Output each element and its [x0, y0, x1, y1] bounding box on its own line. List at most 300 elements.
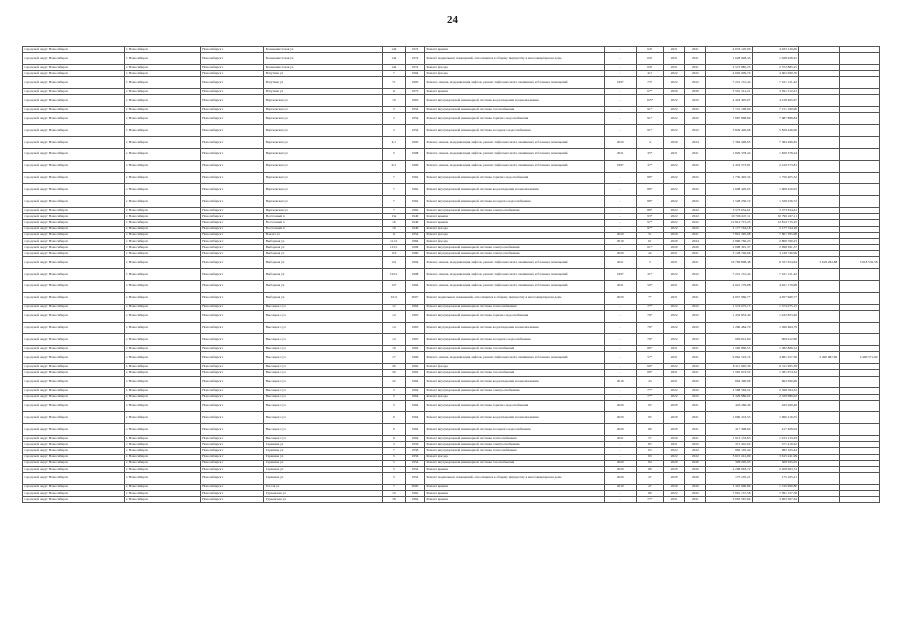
cell-fund-cost: 1 582 866,53: [752, 346, 799, 352]
cell-budget-cost-1: [799, 125, 839, 137]
cell-municipality: городской округ Новосибирск: [23, 394, 125, 400]
cell-start-year: 2021: [664, 257, 685, 269]
cell-total-cost: 1 528 236,72: [706, 196, 753, 208]
cell-end-year: 2022: [685, 334, 706, 346]
cell-prev-repair-year: 1997: [604, 268, 636, 280]
cell-total-cost: 2 598 564,52: [706, 388, 753, 394]
cell-budget-cost-2: [839, 113, 879, 125]
cell-prev-repair-year: -: [604, 496, 636, 502]
cell-start-year: 2021: [664, 53, 685, 65]
cell-wear-percent: 61: [636, 238, 664, 244]
cell-build-year: 1964: [405, 394, 424, 400]
cell-start-year: 2022: [664, 172, 685, 184]
table-row: [23, 322, 880, 334]
cell-settlement: г. Новосибирск: [124, 47, 200, 53]
cell-wear-percent: 35*: [636, 148, 664, 160]
cell-city: Новосибирск г: [200, 280, 263, 292]
cell-total-cost: 7 091 157,58: [706, 490, 753, 496]
cell-street: Ватутина ул: [264, 89, 382, 95]
cell-wear-percent: 105*: [636, 95, 664, 107]
cell-settlement: г. Новосибирск: [124, 257, 200, 269]
cell-budget-cost-2: [839, 424, 879, 436]
cell-start-year: 2022: [664, 226, 685, 232]
cell-house-number: 144: [382, 47, 405, 53]
cell-wear-percent: 97*: [636, 226, 664, 232]
cell-prev-repair-year: 2020: [604, 250, 636, 256]
table-row: [23, 472, 880, 484]
cell-end-year: 2024: [685, 238, 706, 244]
cell-fund-cost: 2 806 760,23: [752, 238, 799, 244]
cell-total-cost: 4 602 099,70: [706, 71, 753, 77]
cell-fund-cost: 1 432 853,40: [752, 310, 799, 322]
cell-fund-cost: 371 410,02: [752, 442, 799, 448]
cell-build-year: 1964: [405, 436, 424, 442]
cell-wear-percent: 417: [636, 71, 664, 77]
cell-build-year: 1962: [405, 208, 424, 214]
cell-municipality: городской округ Новосибирск: [23, 352, 125, 364]
cell-settlement: г. Новосибирск: [124, 460, 200, 466]
cell-wear-percent: 59*: [636, 280, 664, 292]
cell-wear-percent: 77*: [636, 388, 664, 394]
cell-municipality: городской округ Новосибирск: [23, 64, 125, 70]
cell-build-year: 1974: [405, 64, 424, 70]
cell-fund-cost: 308 295,05: [752, 460, 799, 466]
cell-start-year: 2022: [664, 95, 685, 107]
cell-budget-cost-2: [839, 160, 879, 172]
cell-prev-repair-year: -: [604, 442, 636, 448]
cell-total-cost: 4 921 179,98: [706, 280, 753, 292]
cell-settlement: г. Новосибирск: [124, 232, 200, 238]
cell-end-year: 2022: [685, 304, 706, 310]
cell-total-cost: 1 581 674,52: [706, 370, 753, 376]
cell-house-number: 5: [382, 460, 405, 466]
cell-municipality: городской округ Новосибирск: [23, 442, 125, 448]
cell-build-year: 1973: [405, 89, 424, 95]
cell-municipality: городской округ Новосибирск: [23, 113, 125, 125]
cell-prev-repair-year: 2016: [604, 376, 636, 388]
cell-start-year: 2022: [664, 125, 685, 137]
cell-build-year: 1994: [405, 257, 424, 269]
cell-settlement: г. Новосибирск: [124, 268, 200, 280]
cell-municipality: городской округ Новосибирск: [23, 280, 125, 292]
cell-city: Новосибирск г: [200, 89, 263, 95]
cell-budget-cost-2: [839, 496, 879, 502]
cell-budget-cost-1: [799, 77, 839, 89]
cell-start-year: 2021: [664, 250, 685, 256]
cell-house-number: 125/1: [382, 268, 405, 280]
cell-house-number: 7: [382, 172, 405, 184]
cell-street: Ватутина ул: [264, 71, 382, 77]
cell-prev-repair-year: -: [604, 394, 636, 400]
cell-municipality: городской округ Новосибирск: [23, 107, 125, 113]
cell-municipality: городской округ Новосибирск: [23, 472, 125, 484]
cell-municipality: городской округ Новосибирск: [23, 484, 125, 490]
cell-house-number: 16: [382, 220, 405, 226]
cell-city: Новосибирск г: [200, 436, 263, 442]
cell-build-year: 1954: [405, 466, 424, 472]
cell-total-cost: 2 177 744,18: [706, 226, 753, 232]
table-row: [23, 95, 880, 107]
cell-municipality: городской округ Новосибирск: [23, 490, 125, 496]
cell-prev-repair-year: 2021: [604, 257, 636, 269]
cell-end-year: 2020: [685, 460, 706, 466]
cell-build-year: 1964: [405, 496, 424, 502]
cell-build-year: 1954: [405, 107, 424, 113]
cell-start-year: 2022: [664, 77, 685, 89]
cell-fund-cost: 1 310 990,80: [752, 484, 799, 490]
cell-work-type: Ремонт, замена, модернизация лифтов, ремонт лифтовых шахт, машинных и блочных помещений: [424, 268, 604, 280]
cell-fund-cost: 4 921 179,98: [752, 280, 799, 292]
cell-settlement: г. Новосибирск: [124, 436, 200, 442]
cell-total-cost: 1 756 405,32: [706, 172, 753, 184]
cell-house-number: 7: [382, 71, 405, 77]
cell-end-year: 2022: [685, 322, 706, 334]
cell-start-year: 2021: [664, 292, 685, 304]
cell-start-year: 2022: [664, 364, 685, 370]
cell-prev-repair-year: -: [604, 214, 636, 220]
cell-budget-cost-1: [799, 53, 839, 65]
cell-city: Новосибирск г: [200, 238, 263, 244]
cell-prev-repair-year: -: [604, 184, 636, 196]
cell-fund-cost: 2 419 573,81: [752, 160, 799, 172]
cell-build-year: 1954: [405, 472, 424, 484]
cell-municipality: городской округ Новосибирск: [23, 172, 125, 184]
cell-start-year: 2021: [664, 346, 685, 352]
cell-city: Новосибирск г: [200, 460, 263, 466]
cell-municipality: городской округ Новосибирск: [23, 184, 125, 196]
cell-street: Выборная ул: [264, 244, 382, 250]
cell-settlement: г. Новосибирск: [124, 160, 200, 172]
cell-wear-percent: 31*: [636, 268, 664, 280]
cell-total-cost: 7 687 898,84: [706, 113, 753, 125]
cell-end-year: 2022: [685, 268, 706, 280]
cell-street: Высоцкого ул: [264, 376, 382, 388]
cell-budget-cost-2: [839, 280, 879, 292]
cell-house-number: 2: [382, 113, 405, 125]
cell-city: Новосибирск г: [200, 244, 263, 250]
cell-wear-percent: 42: [636, 250, 664, 256]
cell-fund-cost: 7 221 131,42: [752, 268, 799, 280]
cell-total-cost: 2 806 760,23: [706, 238, 753, 244]
cell-settlement: г. Новосибирск: [124, 322, 200, 334]
cell-street: Высоцкого ул: [264, 394, 382, 400]
cell-prev-repair-year: -: [604, 490, 636, 496]
cell-work-type: Ремонт внутридомовой инженерной системы газоснабжения: [424, 370, 604, 376]
cell-wear-percent: 73*: [636, 77, 664, 89]
cell-fund-cost: 1 690 216,55: [752, 412, 799, 424]
cell-prev-repair-year: -: [604, 172, 636, 184]
cell-work-type: Ремонт подвальных помещений, относящихся к общему имуществу в многоквартирном доме: [424, 292, 604, 304]
cell-fund-cost: 4 418 495,67: [752, 95, 799, 107]
cell-work-type: Ремонт внутридомовой инженерной системы холодного водоснабжения: [424, 334, 604, 346]
cell-settlement: г. Новосибирск: [124, 346, 200, 352]
table-row: [23, 376, 880, 388]
cell-build-year: 1956: [405, 454, 424, 460]
cell-build-year: 2007: [405, 292, 424, 304]
cell-total-cost: 664 390,99: [706, 376, 753, 388]
cell-start-year: 2020: [664, 238, 685, 244]
cell-prev-repair-year: -: [604, 226, 636, 232]
cell-street: Вертковская ул: [264, 136, 382, 148]
cell-start-year: 2022: [664, 310, 685, 322]
cell-municipality: городской округ Новосибирск: [23, 160, 125, 172]
cell-start-year: 2022: [664, 454, 685, 460]
cell-municipality: городской округ Новосибирск: [23, 466, 125, 472]
cell-house-number: 12: [382, 304, 405, 310]
cell-city: Новосибирск г: [200, 53, 263, 65]
cell-street: Высоцкого ул: [264, 370, 382, 376]
cell-work-type: Ремонт фасада: [424, 394, 604, 400]
cell-end-year: 2022: [685, 184, 706, 196]
cell-house-number: 6: [382, 436, 405, 442]
cell-end-year: 2021: [685, 496, 706, 502]
cell-city: Новосибирск г: [200, 160, 263, 172]
cell-build-year: 1962: [405, 346, 424, 352]
cell-street: Большевистская ул: [264, 47, 382, 53]
cell-prev-repair-year: 1997: [604, 160, 636, 172]
cell-city: Новосибирск г: [200, 412, 263, 424]
cell-settlement: г. Новосибирск: [124, 64, 200, 70]
cell-city: Новосибирск г: [200, 352, 263, 364]
cell-fund-cost: 1 528 236,72: [752, 196, 799, 208]
cell-prev-repair-year: -: [604, 334, 636, 346]
cell-municipality: городской округ Новосибирск: [23, 304, 125, 310]
cell-settlement: г. Новосибирск: [124, 352, 200, 364]
cell-total-cost: 2 208 663,72: [706, 466, 753, 472]
cell-municipality: городской округ Новосибирск: [23, 412, 125, 424]
table-row: [23, 148, 880, 160]
cell-wear-percent: 91*: [636, 113, 664, 125]
cell-street: Большевистская ул: [264, 64, 382, 70]
cell-work-type: Ремонт крыши: [424, 466, 604, 472]
cell-prev-repair-year: 2020: [604, 460, 636, 466]
cell-municipality: городской округ Новосибирск: [23, 292, 125, 304]
cell-prev-repair-year: 2020: [604, 292, 636, 304]
cell-settlement: г. Новосибирск: [124, 89, 200, 95]
cell-total-cost: 443 269,49: [706, 400, 753, 412]
cell-budget-cost-2: [839, 268, 879, 280]
cell-house-number: 111/1: [382, 238, 405, 244]
cell-settlement: г. Новосибирск: [124, 442, 200, 448]
cell-wear-percent: 86*: [636, 196, 664, 208]
cell-wear-percent: 86*: [636, 208, 664, 214]
cell-settlement: г. Новосибирск: [124, 280, 200, 292]
cell-end-year: 2022: [685, 208, 706, 214]
cell-settlement: г. Новосибирск: [124, 148, 200, 160]
cell-street: Вокзал ул: [264, 232, 382, 238]
cell-settlement: г. Новосибирск: [124, 496, 200, 502]
cell-start-year: 2020: [664, 89, 685, 95]
cell-work-type: Ремонт внутридомовой инженерной системы электроснабжения: [424, 208, 604, 214]
cell-build-year: 1974: [405, 47, 424, 53]
cell-street: Вертковская ул: [264, 196, 382, 208]
cell-start-year: 2022: [664, 490, 685, 496]
cell-start-year: 2021: [664, 148, 685, 160]
cell-work-type: Ремонт внутридомовой инженерной системы водоотведения и канализования: [424, 376, 604, 388]
cell-prev-repair-year: -: [604, 208, 636, 214]
cell-city: Новосибирск г: [200, 64, 263, 70]
cell-build-year: 1974: [405, 53, 424, 65]
cell-fund-cost: 7 151 199,90: [752, 107, 799, 113]
cell-fund-cost: 7 801 395,98: [752, 232, 799, 238]
cell-city: Новосибирск г: [200, 484, 263, 490]
cell-fund-cost: 1 829 378,24: [752, 148, 799, 160]
cell-municipality: городской округ Новосибирск: [23, 400, 125, 412]
cell-budget-cost-1: [799, 136, 839, 148]
cell-total-cost: 7 801 395,98: [706, 232, 753, 238]
cell-start-year: 2022: [664, 113, 685, 125]
cell-city: Новосибирск г: [200, 304, 263, 310]
cell-fund-cost: 3 063 567,64: [752, 496, 799, 502]
table-row: [23, 113, 880, 125]
cell-settlement: г. Новосибирск: [124, 454, 200, 460]
cell-settlement: г. Новосибирск: [124, 484, 200, 490]
cell-total-cost: 3 591 312,21: [706, 89, 753, 95]
cell-house-number: 5: [382, 466, 405, 472]
cell-fund-cost: 2 329 986,02: [752, 394, 799, 400]
cell-city: Новосибирск г: [200, 364, 263, 370]
cell-fund-cost: 4 633 120,00: [752, 47, 799, 53]
cell-work-type: Ремонт внутридомовой инженерной системы теплоснабжения: [424, 304, 604, 310]
cell-house-number: 91/4: [382, 292, 405, 304]
cell-total-cost: 3 063 567,64: [706, 496, 753, 502]
cell-work-type: Ремонт внутридомовой инженерной системы холодного водоснабжения: [424, 125, 604, 137]
cell-city: Новосибирск г: [200, 77, 263, 89]
cell-settlement: г. Новосибирск: [124, 107, 200, 113]
cell-settlement: г. Новосибирск: [124, 370, 200, 376]
cell-build-year: 1949: [405, 220, 424, 226]
cell-street: Высоцкого ул: [264, 334, 382, 346]
cell-settlement: г. Новосибирск: [124, 250, 200, 256]
cell-municipality: городской округ Новосибирск: [23, 250, 125, 256]
cell-wear-percent: 91*: [636, 125, 664, 137]
cell-wear-percent: 63: [636, 454, 664, 460]
cell-build-year: 1996: [405, 352, 424, 364]
cell-end-year: 2022: [685, 364, 706, 370]
cell-wear-percent: 647: [636, 64, 664, 70]
cell-settlement: г. Новосибирск: [124, 376, 200, 388]
cell-fund-cost: 1 574 075,15: [752, 304, 799, 310]
cell-build-year: 1963: [405, 95, 424, 107]
cell-total-cost: 12 814 715,25: [706, 220, 753, 226]
cell-settlement: г. Новосибирск: [124, 226, 200, 232]
cell-end-year: 2021: [685, 250, 706, 256]
cell-wear-percent: 77*: [636, 496, 664, 502]
cell-budget-cost-1: [799, 172, 839, 184]
cell-municipality: городской округ Новосибирск: [23, 136, 125, 148]
cell-wear-percent: 57: [636, 436, 664, 442]
cell-house-number: 18: [382, 496, 405, 502]
cell-work-type: Ремонт внутридомовой инженерной системы теплоснабжения: [424, 448, 604, 454]
cell-city: Новосибирск г: [200, 376, 263, 388]
cell-settlement: г. Новосибирск: [124, 310, 200, 322]
cell-end-year: 2021: [685, 280, 706, 292]
cell-city: Новосибирск г: [200, 184, 263, 196]
cell-fund-cost: 12 814 715,25: [752, 220, 799, 226]
cell-start-year: 2021: [664, 496, 685, 502]
cell-prev-repair-year: -: [604, 71, 636, 77]
cell-settlement: г. Новосибирск: [124, 71, 200, 77]
cell-end-year: 2021: [685, 424, 706, 436]
cell-total-cost: 1 432 853,40: [706, 310, 753, 322]
cell-budget-cost-2: [839, 412, 879, 424]
cell-work-type: Ремонт, замена, модернизация лифтов, ремонт лифтовых шахт, машинных и блочных помещений: [424, 136, 604, 148]
cell-budget-cost-2: [839, 95, 879, 107]
cell-start-year: 2021: [664, 47, 685, 53]
cell-prev-repair-year: -: [604, 388, 636, 394]
cell-fund-cost: 3 615 241,99: [752, 454, 799, 460]
cell-work-type: Ремонт внутридомовой инженерной системы водоотведения и канализования: [424, 322, 604, 334]
cell-city: Новосибирск г: [200, 113, 263, 125]
cell-wear-percent: 4: [636, 136, 664, 148]
cell-work-type: Ремонт внутридомовой инженерной системы холодного водоснабжения: [424, 424, 604, 436]
cell-house-number: 144: [382, 53, 405, 65]
cell-house-number: 2: [382, 125, 405, 137]
cell-settlement: г. Новосибирск: [124, 292, 200, 304]
cell-end-year: 2022: [685, 71, 706, 77]
cell-city: Новосибирск г: [200, 424, 263, 436]
cell-budget-cost-2: [839, 172, 879, 184]
cell-start-year: 2022: [664, 322, 685, 334]
cell-budget-cost-1: [799, 496, 839, 502]
cell-wear-percent: 57*: [636, 352, 664, 364]
cell-work-type: Ремонт фасада: [424, 71, 604, 77]
cell-prev-repair-year: 2020: [604, 424, 636, 436]
cell-settlement: г. Новосибирск: [124, 208, 200, 214]
cell-end-year: 2021: [685, 47, 706, 53]
cell-fund-cost: 1 913 133,63: [752, 436, 799, 442]
cell-fund-cost: 4 602 099,70: [752, 71, 799, 77]
cell-house-number: 26: [382, 370, 405, 376]
cell-house-number: 2: [382, 107, 405, 113]
cell-start-year: 2020: [664, 436, 685, 442]
cell-end-year: 2021: [685, 53, 706, 65]
cell-budget-cost-1: [799, 280, 839, 292]
cell-municipality: городской округ Новосибирск: [23, 238, 125, 244]
cell-build-year: 1984: [405, 238, 424, 244]
cell-city: Новосибирск г: [200, 322, 263, 334]
cell-street: Восточный п: [264, 220, 382, 226]
cell-city: Новосибирск г: [200, 292, 263, 304]
cell-street: Высоцкого ул: [264, 412, 382, 424]
cell-street: Высоцкого ул: [264, 424, 382, 436]
cell-prev-repair-year: -: [604, 370, 636, 376]
cell-start-year: 2022: [664, 394, 685, 400]
cell-prev-repair-year: 2020: [604, 412, 636, 424]
cell-city: Новосибирск г: [200, 310, 263, 322]
cell-build-year: 1993: [405, 136, 424, 148]
cell-end-year: 2021: [685, 64, 706, 70]
cell-city: Новосибирск г: [200, 226, 263, 232]
cell-start-year: 2021: [664, 280, 685, 292]
cell-budget-cost-1: 2 490 687,69: [799, 352, 839, 364]
cell-street: Вертковская ул: [264, 148, 382, 160]
cell-municipality: городской округ Новосибирск: [23, 214, 125, 220]
cell-prev-repair-year: -: [604, 220, 636, 226]
cell-build-year: 1962: [405, 184, 424, 196]
cell-street: Выборная ул: [264, 268, 382, 280]
cell-work-type: Ремонт, замена, модернизация лифтов, ремонт лифтовых шахт, машинных и блочных помещений: [424, 257, 604, 269]
cell-prev-repair-year: -: [604, 196, 636, 208]
cell-budget-cost-1: [799, 376, 839, 388]
cell-house-number: 10: [382, 95, 405, 107]
cell-work-type: Ремонт внутридомовой инженерной системы электроснабжения: [424, 442, 604, 448]
cell-build-year: 1962: [405, 364, 424, 370]
table-row: [23, 280, 880, 292]
cell-prev-repair-year: 2020: [604, 232, 636, 238]
table-row: [23, 196, 880, 208]
cell-municipality: городской округ Новосибирск: [23, 95, 125, 107]
